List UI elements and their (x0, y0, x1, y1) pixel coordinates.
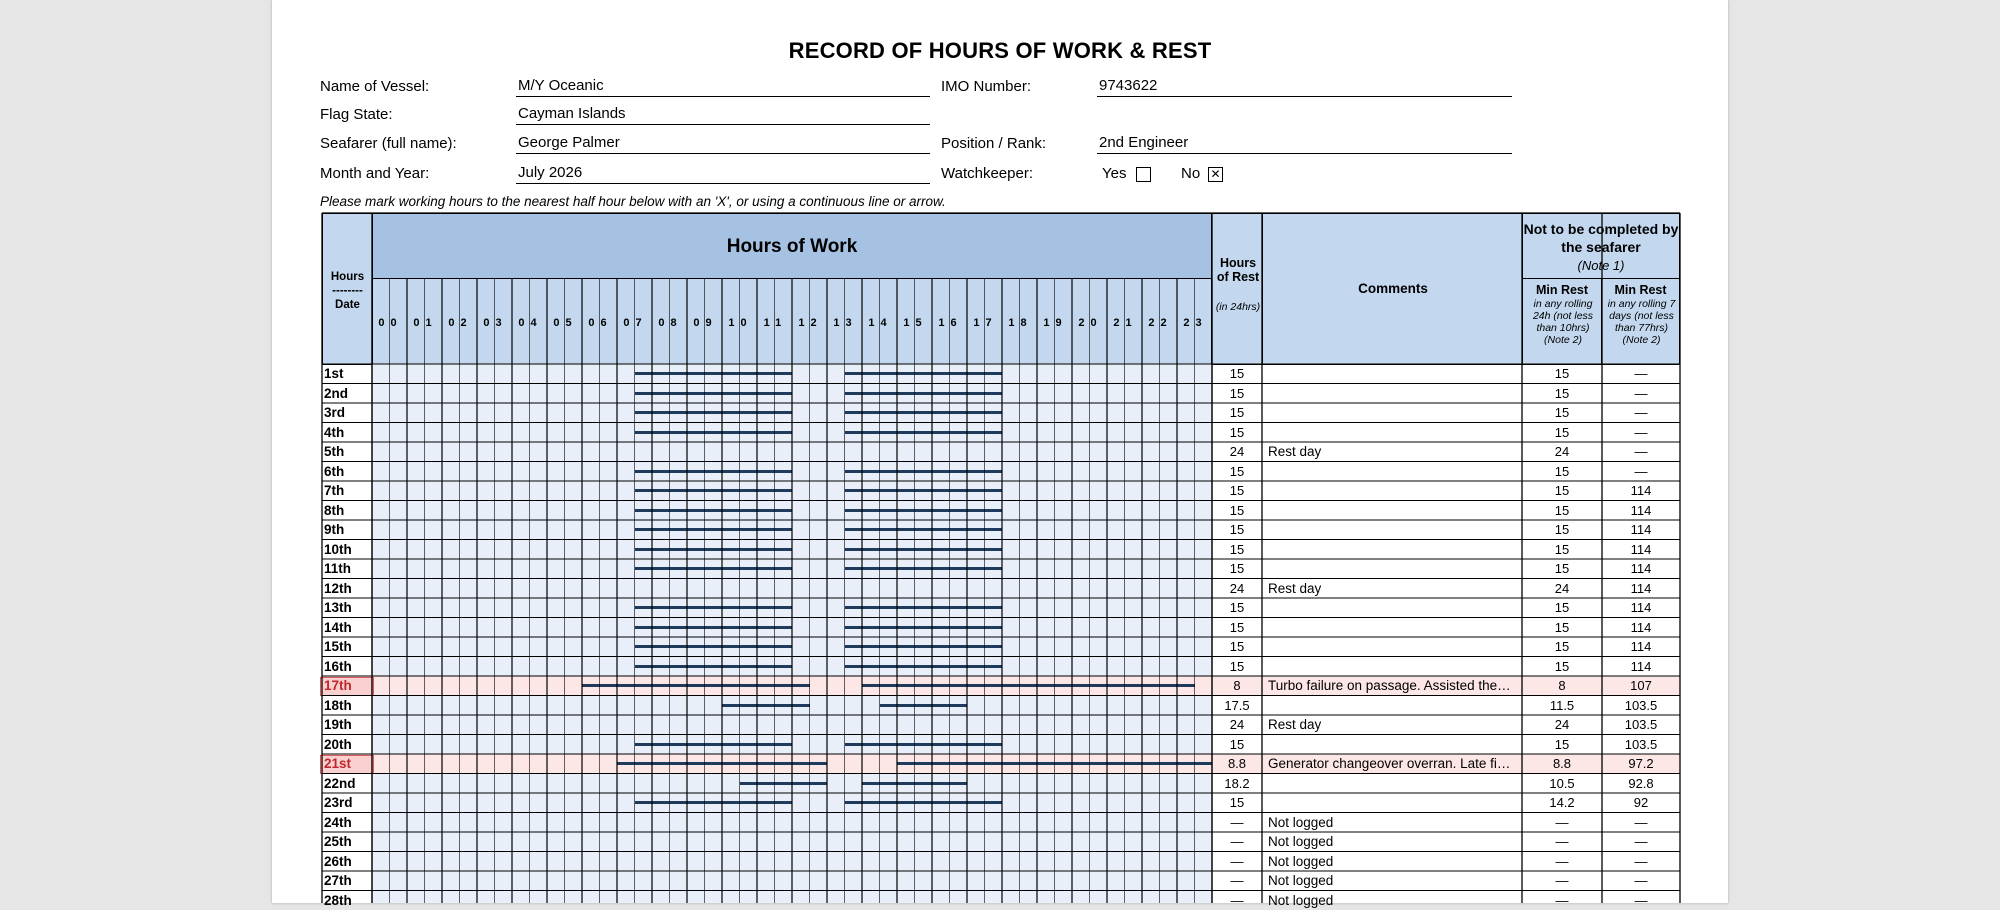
min-rest-24h-cell: — (1522, 852, 1602, 872)
rest-hours-cell: — (1212, 852, 1262, 872)
rest-hours-cell: 18.2 (1212, 774, 1262, 794)
min-rest-24h-cell: 15 (1522, 462, 1602, 482)
rest-hours-cell: 15 (1212, 423, 1262, 443)
table-grid-lines (272, 0, 1728, 903)
rank-field[interactable]: 2nd Engineer (1097, 133, 1512, 154)
date-cell: 28th (324, 891, 372, 910)
date-cell: 5th (324, 442, 372, 462)
min-rest-24h-cell: 15 (1522, 559, 1602, 579)
date-cell: 19th (324, 715, 372, 735)
hour-label-02: 02 (444, 317, 477, 329)
min-rest-24h-cell: 14.2 (1522, 793, 1602, 813)
rest-hours-cell: 15 (1212, 598, 1262, 618)
date-header-text: Date (323, 298, 372, 312)
instruction-text: Please mark working hours to the nearest half hour below with an 'X', or using a continuous line or arrow. (320, 194, 946, 209)
seafarer-field[interactable]: George Palmer (516, 133, 930, 154)
min-rest-24h-cell: 15 (1522, 637, 1602, 657)
month-field[interactable]: July 2026 (516, 163, 930, 184)
comment-cell[interactable]: Rest day (1268, 579, 1518, 599)
hours-of-work-title: Hours of Work (373, 236, 1211, 258)
imo-label: IMO Number: (941, 78, 1031, 95)
hour-label-18: 18 (1004, 317, 1037, 329)
date-cell: 14th (324, 618, 372, 638)
comment-cell[interactable]: Not logged (1268, 813, 1518, 833)
date-cell: 24th (324, 813, 372, 833)
min-rest-24h-cell: 11.5 (1522, 696, 1602, 716)
date-cell: 3rd (324, 403, 372, 423)
flag-label: Flag State: (320, 106, 393, 123)
flag-field[interactable]: Cayman Islands (516, 104, 930, 125)
date-cell: 12th (324, 579, 372, 599)
vessel-label: Name of Vessel: (320, 78, 429, 95)
date-cell: 15th (324, 637, 372, 657)
hour-label-17: 17 (969, 317, 1002, 329)
min-rest-7d-cell: 92.8 (1602, 774, 1680, 794)
hour-label-14: 14 (864, 317, 897, 329)
date-cell: 9th (324, 520, 372, 540)
min-rest-24h-cell: 8 (1522, 676, 1602, 696)
hour-label-21: 21 (1109, 317, 1142, 329)
min-rest-24h-cell: 15 (1522, 423, 1602, 443)
rest-hours-cell: 17.5 (1212, 696, 1262, 716)
min-rest-24h-cell: 24 (1522, 579, 1602, 599)
rest-header-text: Hours of Rest (1216, 256, 1260, 284)
rest-hours-cell: 24 (1212, 442, 1262, 462)
date-cell: 1st (324, 364, 372, 384)
min-rest-7d-cell: — (1602, 364, 1680, 384)
date-cell: 7th (324, 481, 372, 501)
min-rest-24h-cell: 15 (1522, 501, 1602, 521)
comment-cell[interactable]: Not logged (1268, 832, 1518, 852)
date-cell: 27th (324, 871, 372, 891)
min-rest-24h-cell: 15 (1522, 598, 1602, 618)
min-rest-7d-cell: 114 (1602, 501, 1680, 521)
record-page (272, 0, 1728, 903)
rest-header-sub: (in 24hrs) (1214, 301, 1262, 313)
min-rest-7d-cell: 97.2 (1602, 754, 1680, 774)
month-label: Month and Year: (320, 165, 429, 182)
rest-hours-cell: 24 (1212, 715, 1262, 735)
min-rest-7d-cell: 103.5 (1602, 696, 1680, 716)
date-cell: 16th (324, 657, 372, 677)
date-cell: 25th (324, 832, 372, 852)
date-cell: 11th (324, 559, 372, 579)
min-rest-7d-cell: — (1602, 852, 1680, 872)
rest-hours-cell: 15 (1212, 520, 1262, 540)
note1-text: (Note 1) (1523, 258, 1679, 273)
rest-hours-cell: 15 (1212, 462, 1262, 482)
hour-label-22: 22 (1144, 317, 1177, 329)
rest-hours-cell: 15 (1212, 501, 1262, 521)
min-rest-7d-cell: 114 (1602, 540, 1680, 560)
rest-hours-cell: 15 (1212, 384, 1262, 404)
min-rest-24h-cell: 10.5 (1522, 774, 1602, 794)
rest-hours-cell: — (1212, 832, 1262, 852)
min-rest-7d-cell: 114 (1602, 520, 1680, 540)
hour-label-10: 10 (724, 317, 757, 329)
min24-sub: in any rolling 24h (not less than 10hrs) (Note 2) (1527, 298, 1599, 346)
hour-label-08: 08 (654, 317, 687, 329)
min-rest-24h-cell: 15 (1522, 657, 1602, 677)
min-rest-24h-cell: 15 (1522, 520, 1602, 540)
min-rest-7d-cell: — (1602, 871, 1680, 891)
rest-hours-cell: 15 (1212, 618, 1262, 638)
rest-hours-cell: 15 (1212, 403, 1262, 423)
no-label: No (1181, 165, 1200, 182)
rest-hours-cell: — (1212, 871, 1262, 891)
min-rest-24h-cell: 15 (1522, 481, 1602, 501)
hour-label-11: 11 (759, 317, 792, 329)
min-rest-24h-cell: — (1522, 832, 1602, 852)
watchkeeper-no-checkbox[interactable]: ✕ (1208, 167, 1223, 182)
hour-label-07: 07 (619, 317, 652, 329)
rest-hours-cell: 15 (1212, 481, 1262, 501)
date-cell: 22nd (324, 774, 372, 794)
date-cell: 20th (324, 735, 372, 755)
hour-label-23: 23 (1179, 317, 1212, 329)
min-rest-24h-cell: 15 (1522, 540, 1602, 560)
rest-hours-cell: — (1212, 813, 1262, 833)
min-rest-24h-cell: 15 (1522, 384, 1602, 404)
min-rest-24h-cell: 15 (1522, 735, 1602, 755)
min7-sub: in any rolling 7 days (not less than 77hrs) (Note 2) (1605, 298, 1678, 346)
hour-label-19: 19 (1039, 317, 1072, 329)
min-rest-7d-cell: — (1602, 423, 1680, 443)
min-rest-24h-cell: 15 (1522, 364, 1602, 384)
hour-label-15: 15 (899, 317, 932, 329)
rest-hours-cell: 8.8 (1212, 754, 1262, 774)
date-cell: 23rd (324, 793, 372, 813)
comments-header-text: Comments (1263, 281, 1523, 296)
date-cell: 6th (324, 462, 372, 482)
comment-cell[interactable]: Not logged (1268, 852, 1518, 872)
min-rest-7d-cell: — (1602, 813, 1680, 833)
min-rest-7d-cell: 114 (1602, 579, 1680, 599)
min-rest-7d-cell: 114 (1602, 618, 1680, 638)
rest-hours-cell: 15 (1212, 540, 1262, 560)
hour-label-06: 06 (584, 317, 617, 329)
min-rest-7d-cell: 114 (1602, 598, 1680, 618)
min-rest-7d-cell: — (1602, 832, 1680, 852)
min24-title: Min Rest (1523, 283, 1601, 297)
seafarer-label: Seafarer (full name): (320, 135, 457, 152)
comment-cell[interactable]: Not logged (1268, 871, 1518, 891)
comment-cell[interactable]: Rest day (1268, 442, 1518, 462)
min-rest-24h-cell: — (1522, 813, 1602, 833)
hour-label-00: 00 (374, 317, 407, 329)
hour-label-01: 01 (409, 317, 442, 329)
min7-title: Min Rest (1602, 283, 1679, 297)
min-rest-7d-cell: — (1602, 384, 1680, 404)
min-rest-7d-cell: 107 (1602, 676, 1680, 696)
document-title: RECORD OF HOURS OF WORK & REST (272, 38, 1728, 64)
min-rest-7d-cell: 103.5 (1602, 735, 1680, 755)
yes-label: Yes (1102, 165, 1126, 182)
hour-label-13: 13 (829, 317, 862, 329)
comment-cell[interactable]: Not logged (1268, 891, 1518, 910)
rank-label: Position / Rank: (941, 135, 1046, 152)
comment-cell[interactable]: Generator changeover overran. Late fi… (1268, 754, 1518, 774)
min-rest-7d-cell: 114 (1602, 481, 1680, 501)
hour-label-12: 12 (794, 317, 827, 329)
not-completed-text: Not to be completed by the seafarer (1523, 220, 1679, 256)
vessel-field[interactable]: M/Y Oceanic (516, 76, 930, 97)
rest-hours-cell: 15 (1212, 793, 1262, 813)
min-rest-24h-cell: 15 (1522, 618, 1602, 638)
hour-label-09: 09 (689, 317, 722, 329)
date-cell: 17th (324, 676, 372, 696)
min-rest-7d-cell: 92 (1602, 793, 1680, 813)
min-rest-7d-cell: — (1602, 403, 1680, 423)
min-rest-24h-cell: 24 (1522, 442, 1602, 462)
date-cell: 13th (324, 598, 372, 618)
min-rest-7d-cell: — (1602, 442, 1680, 462)
min-rest-7d-cell: 114 (1602, 637, 1680, 657)
date-cell: 26th (324, 852, 372, 872)
hour-label-05: 05 (549, 317, 582, 329)
date-cell: 18th (324, 696, 372, 716)
hour-label-20: 20 (1074, 317, 1107, 329)
hour-label-03: 03 (479, 317, 512, 329)
rest-hours-cell: 8 (1212, 676, 1262, 696)
rest-hours-cell: 15 (1212, 735, 1262, 755)
min-rest-24h-cell: — (1522, 871, 1602, 891)
min-rest-24h-cell: 24 (1522, 715, 1602, 735)
rest-hours-cell: 15 (1212, 364, 1262, 384)
rest-hours-cell: — (1212, 891, 1262, 910)
min-rest-7d-cell: 103.5 (1602, 715, 1680, 735)
watchkeeper-label: Watchkeeper: (941, 165, 1033, 182)
date-cell: 8th (324, 501, 372, 521)
date-cell: 4th (324, 423, 372, 443)
min-rest-7d-cell: — (1602, 462, 1680, 482)
min-rest-24h-cell: 15 (1522, 403, 1602, 423)
date-cell: 2nd (324, 384, 372, 404)
hour-label-04: 04 (514, 317, 547, 329)
rest-hours-cell: 15 (1212, 559, 1262, 579)
date-cell: 21st (324, 754, 372, 774)
hour-label-16: 16 (934, 317, 967, 329)
min-rest-24h-cell: 8.8 (1522, 754, 1602, 774)
date-cell: 10th (324, 540, 372, 560)
min-rest-24h-cell: — (1522, 891, 1602, 910)
comment-cell[interactable]: Rest day (1268, 715, 1518, 735)
rest-hours-cell: 15 (1212, 637, 1262, 657)
hours-header-text: Hours (323, 270, 372, 284)
rest-hours-cell: 15 (1212, 657, 1262, 677)
imo-field[interactable]: 9743622 (1097, 76, 1512, 97)
min-rest-7d-cell: 114 (1602, 559, 1680, 579)
comment-cell[interactable]: Turbo failure on passage. Assisted the… (1268, 676, 1518, 696)
min-rest-7d-cell: 114 (1602, 657, 1680, 677)
rest-hours-cell: 24 (1212, 579, 1262, 599)
min-rest-7d-cell: — (1602, 891, 1680, 910)
dashes-header-text: -------- (323, 284, 372, 298)
